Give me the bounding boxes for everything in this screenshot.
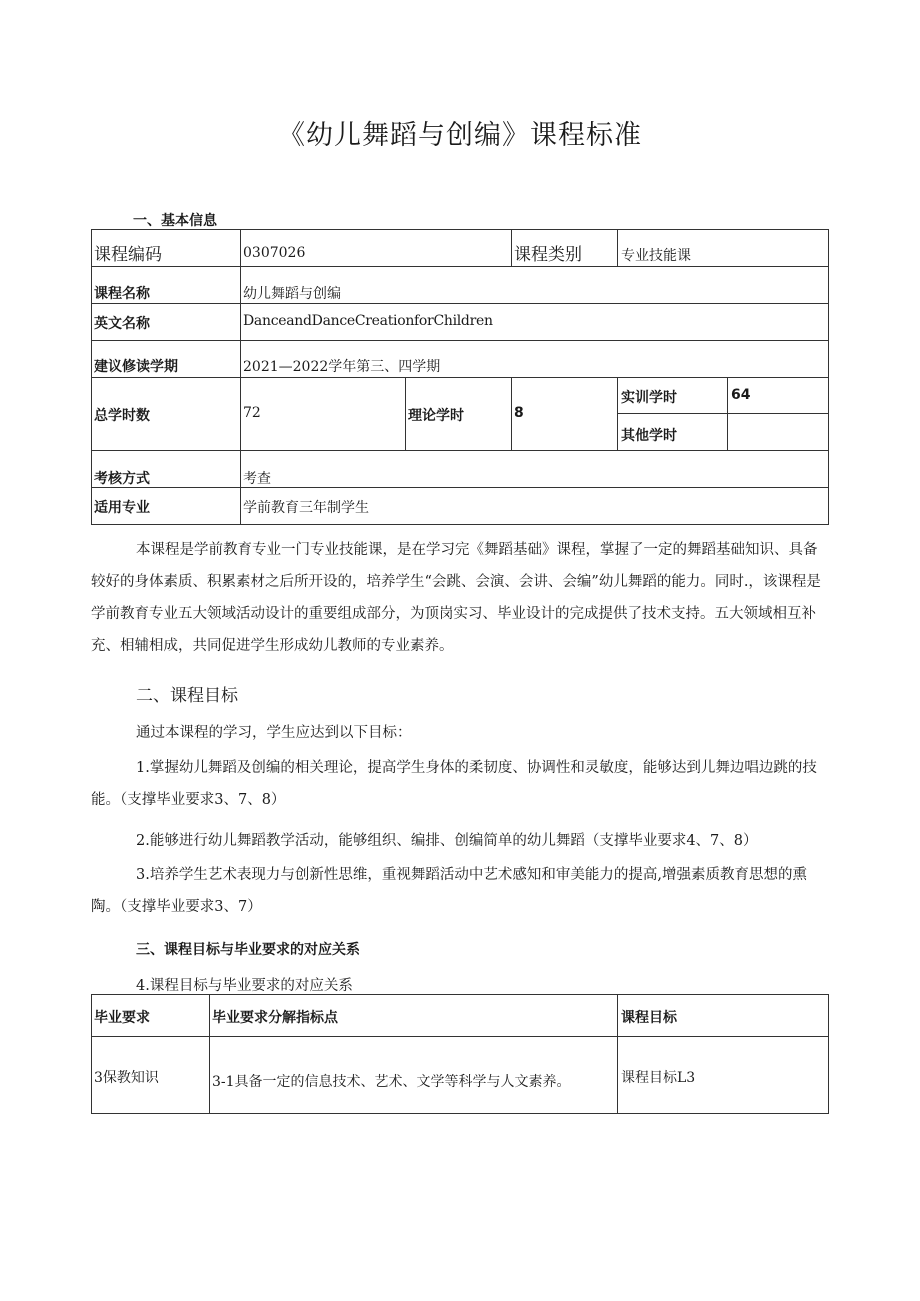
goals-lead: 通过本课程的学习，学生应达到以下目标： bbox=[136, 725, 412, 741]
practice-hours-label: 实训学时 bbox=[621, 390, 677, 406]
goal-1: 1.掌握幼儿舞蹈及创编的相关理论，提高学生身体的柔韧度、协调性和灵敏度，能够达到儿舞边唱边跳的技能。（支撑毕业要求3、7、8） bbox=[91, 760, 817, 808]
col-header-indicator: 毕业要求分解指标点 bbox=[212, 1010, 338, 1026]
course-type-label: 课程类别 bbox=[514, 245, 582, 265]
page-title: 《幼儿舞蹈与创编》课程标准 bbox=[278, 120, 642, 151]
col-header-course-goal: 课程目标 bbox=[621, 1010, 677, 1026]
intro-paragraph: 本课程是学前教育专业一门专业技能课，是在学习完《舞蹈基础》课程，掌握了一定的舞蹈基础知识、具备较好的身体素质、积累素材之后所开设的，培养学生“会跳、会演、会讲、会编”幼儿舞蹈的能力。同时.，该课程是学前教育专业五大领域活动设计的重要组成部分，为顶岗实习、毕业设计的完成提供了技术支持。五大领域相互补充、相辅相成，共同促进学生形成幼儿教师的专业素养。 bbox=[91, 542, 821, 654]
course-code-label: 课程编码 bbox=[94, 245, 162, 265]
table-row-requirement: 3保教知识 bbox=[94, 1070, 159, 1086]
course-code-value: 0307026 bbox=[243, 245, 306, 261]
theory-hours-label: 理论学时 bbox=[408, 408, 464, 424]
table-row-indicator: 3-1具备一定的信息技术、艺术、文学等科学与人文素养。 bbox=[212, 1074, 571, 1090]
table-row-course-goal: 课程目标L3 bbox=[621, 1070, 696, 1086]
goal-2: 2.能够进行幼儿舞蹈教学活动，能够组织、编排、创编简单的幼儿舞蹈（支撑毕业要求4、7、8） bbox=[136, 833, 758, 849]
total-hours-value: 72 bbox=[243, 405, 261, 421]
mapping-table-caption: 4.课程目标与毕业要求的对应关系 bbox=[136, 978, 353, 994]
assessment-value: 考查 bbox=[243, 471, 271, 487]
assessment-label: 考核方式 bbox=[94, 471, 150, 487]
major-label: 适用专业 bbox=[94, 500, 150, 516]
course-type-value: 专业技能课 bbox=[621, 248, 691, 264]
semester-label: 建议修读学期 bbox=[94, 359, 178, 375]
practice-hours-value: 64 bbox=[731, 387, 751, 403]
section-heading-goal-mapping: 三、课程目标与毕业要求的对应关系 bbox=[136, 942, 360, 958]
other-hours-label: 其他学时 bbox=[621, 428, 677, 444]
course-name-label: 课程名称 bbox=[94, 286, 150, 302]
course-name-value: 幼儿舞蹈与创编 bbox=[243, 286, 341, 302]
english-name-label: 英文名称 bbox=[94, 316, 150, 332]
theory-hours-value: 8 bbox=[514, 405, 524, 421]
section-heading-basic-info: 一、基本信息 bbox=[133, 213, 217, 229]
goal-3: 3.培养学生艺术表现力与创新性思维，重视舞蹈活动中艺术感知和审美能力的提高,增强素质教育思想的熏陶。（支撑毕业要求3、7） bbox=[91, 867, 807, 915]
section-heading-course-goals: 二、课程目标 bbox=[136, 686, 238, 706]
major-value: 学前教育三年制学生 bbox=[243, 500, 369, 516]
total-hours-label: 总学时数 bbox=[94, 408, 150, 424]
semester-value: 2021—2022学年第三、四学期 bbox=[243, 359, 441, 375]
col-header-requirement: 毕业要求 bbox=[94, 1010, 150, 1026]
english-name-value: DanceandDanceCreationforChildren bbox=[243, 313, 493, 329]
